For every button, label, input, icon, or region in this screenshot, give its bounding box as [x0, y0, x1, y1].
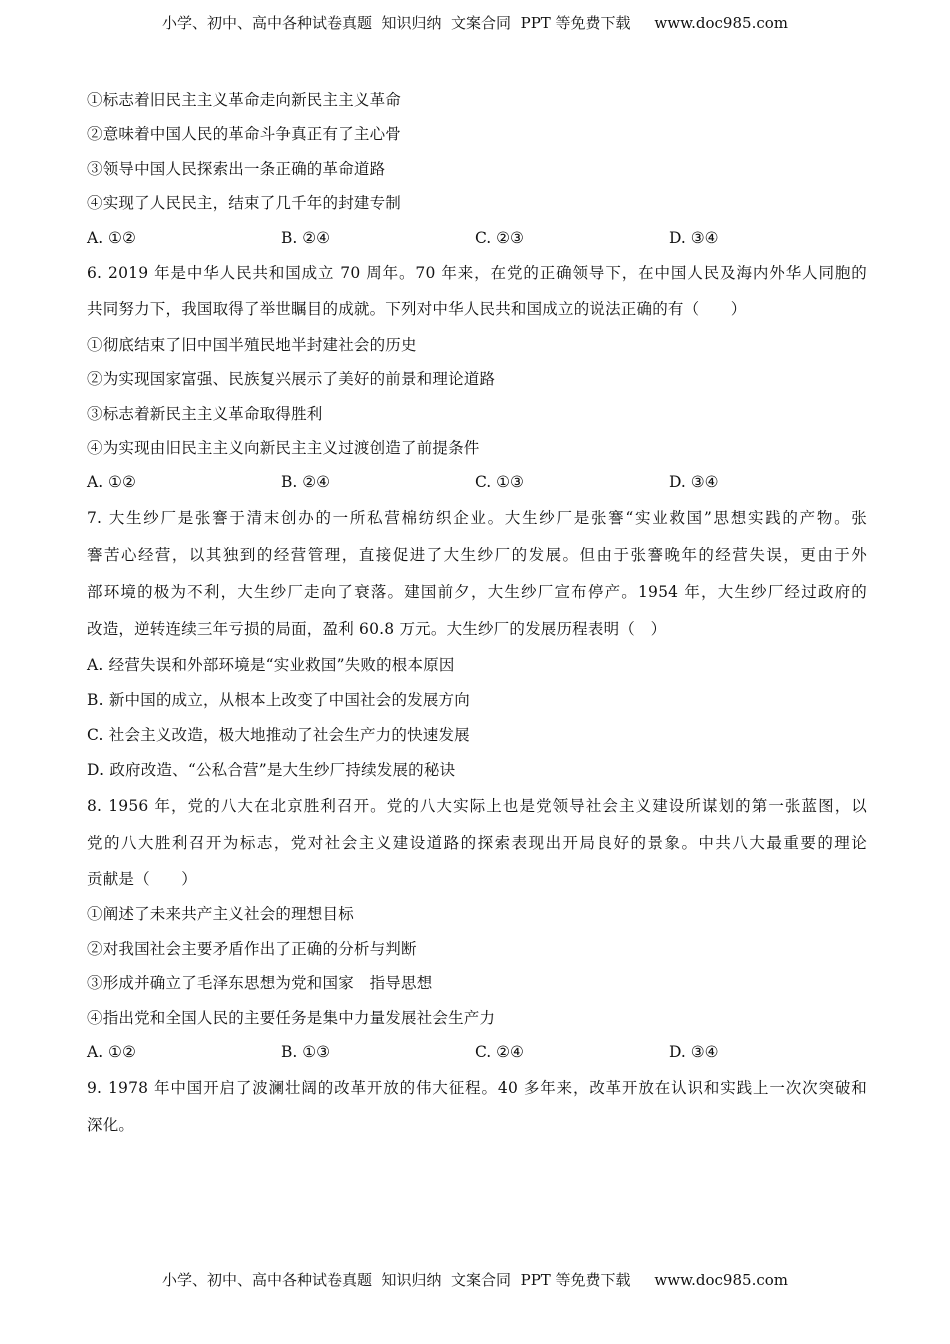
q7-stem-line-1: 7. 大生纱厂是张謇于清末创办的一所私营棉纺织企业。大生纱厂是张謇“实业救国”思想实践的产物。张 [87, 509, 867, 527]
q8-stem-line-2: 党的八大胜利召开为标志，党对社会主义建设道路的探索表现出开局良好的景象。中共八大最重要的理论 [87, 834, 867, 852]
q5-option-a: A. ①② [87, 229, 136, 247]
q7-stem-line-4: 改造，逆转连续三年亏损的局面，盈利 60.8 万元。大生纱厂的发展历程表明（ ） [87, 620, 667, 638]
q8-option-c: C. ②④ [475, 1043, 524, 1061]
q6-stem-line-1: 6. 2019 年是中华人民共和国成立 70 周年。70 年来，在党的正确领导下，在中国人民及海内外华人同胞的 [87, 264, 867, 282]
q8-option-a: A. ①② [87, 1043, 136, 1061]
page-header: 小学、初中、高中各种试卷真题 知识归纳 文案合同 PPT 等免费下载 www.doc985.com [161, 14, 788, 32]
q6-stem-line-2: 共同努力下，我国取得了举世瞩目的成就。下列对中华人民共和国成立的说法正确的有（ ） [87, 300, 747, 318]
q9-stem-line-1: 9. 1978 年中国开启了波澜壮阔的改革开放的伟大征程。40 多年来，改革开放在认识和实践上一次次突破和 [87, 1079, 867, 1097]
q9-stem-line-2: 深化。 [87, 1116, 135, 1134]
q5-option-b: B. ②④ [281, 229, 331, 247]
q8-item-1: ①阐述了未来共产主义社会的理想目标 [87, 905, 354, 923]
q6-item-3: ③标志着新民主主义革命取得胜利 [87, 405, 323, 423]
q5-option-c: C. ②③ [475, 229, 524, 247]
q6-option-b: B. ②④ [281, 473, 331, 491]
q8-item-2: ②对我国社会主要矛盾作出了正确的分析与判断 [87, 940, 417, 958]
q8-stem-line-3: 贡献是（ ） [87, 870, 197, 888]
q6-option-a: A. ①② [87, 473, 136, 491]
q7-stem-line-3: 部环境的极为不利，大生纱厂走向了衰落。建国前夕，大生纱厂宣布停产。1954 年，大生纱厂经过政府的 [87, 583, 867, 601]
q7-option-b: B. 新中国的成立，从根本上改变了中国社会的发展方向 [87, 691, 470, 709]
q7-option-c: C. 社会主义改造，极大地推动了社会生产力的快速发展 [87, 726, 470, 744]
q7-option-a: A. 经营失误和外部环境是“实业救国”失败的根本原因 [87, 656, 455, 674]
q8-stem-line-1: 8. 1956 年，党的八大在北京胜利召开。党的八大实际上也是党领导社会主义建设所谋划的第一张蓝图，以 [87, 797, 867, 815]
q5-item-3: ③领导中国人民探索出一条正确的革命道路 [87, 160, 386, 178]
page-footer: 小学、初中、高中各种试卷真题 知识归纳 文案合同 PPT 等免费下载 www.doc985.com [161, 1271, 788, 1289]
q8-option-b: B. ①③ [281, 1043, 331, 1061]
q7-stem-line-2: 謇苦心经营，以其独到的经营管理，直接促进了大生纱厂的发展。但由于张謇晚年的经营失误，更由于外 [87, 546, 867, 564]
q6-item-1: ①彻底结束了旧中国半殖民地半封建社会的历史 [87, 336, 417, 354]
q5-item-4: ④实现了人民民主，结束了几千年的封建专制 [87, 194, 402, 212]
q8-item-4: ④指出党和全国人民的主要任务是集中力量发展社会生产力 [87, 1009, 496, 1027]
q5-option-d: D. ③④ [669, 229, 719, 247]
q5-item-1: ①标志着旧民主主义革命走向新民主主义革命 [87, 91, 402, 109]
q8-item-3: ③形成并确立了毛泽东思想为党和国家 指导思想 [87, 974, 433, 992]
q7-option-d: D. 政府改造、“公私合营”是大生纱厂持续发展的秘诀 [87, 761, 456, 779]
q6-item-2: ②为实现国家富强、民族复兴展示了美好的前景和理论道路 [87, 370, 496, 388]
q5-item-2: ②意味着中国人民的革命斗争真正有了主心骨 [87, 125, 402, 143]
q8-option-d: D. ③④ [669, 1043, 719, 1061]
q6-option-c: C. ①③ [475, 473, 524, 491]
q6-option-d: D. ③④ [669, 473, 719, 491]
q6-item-4: ④为实现由旧民主主义向新民主主义过渡创造了前提条件 [87, 439, 480, 457]
